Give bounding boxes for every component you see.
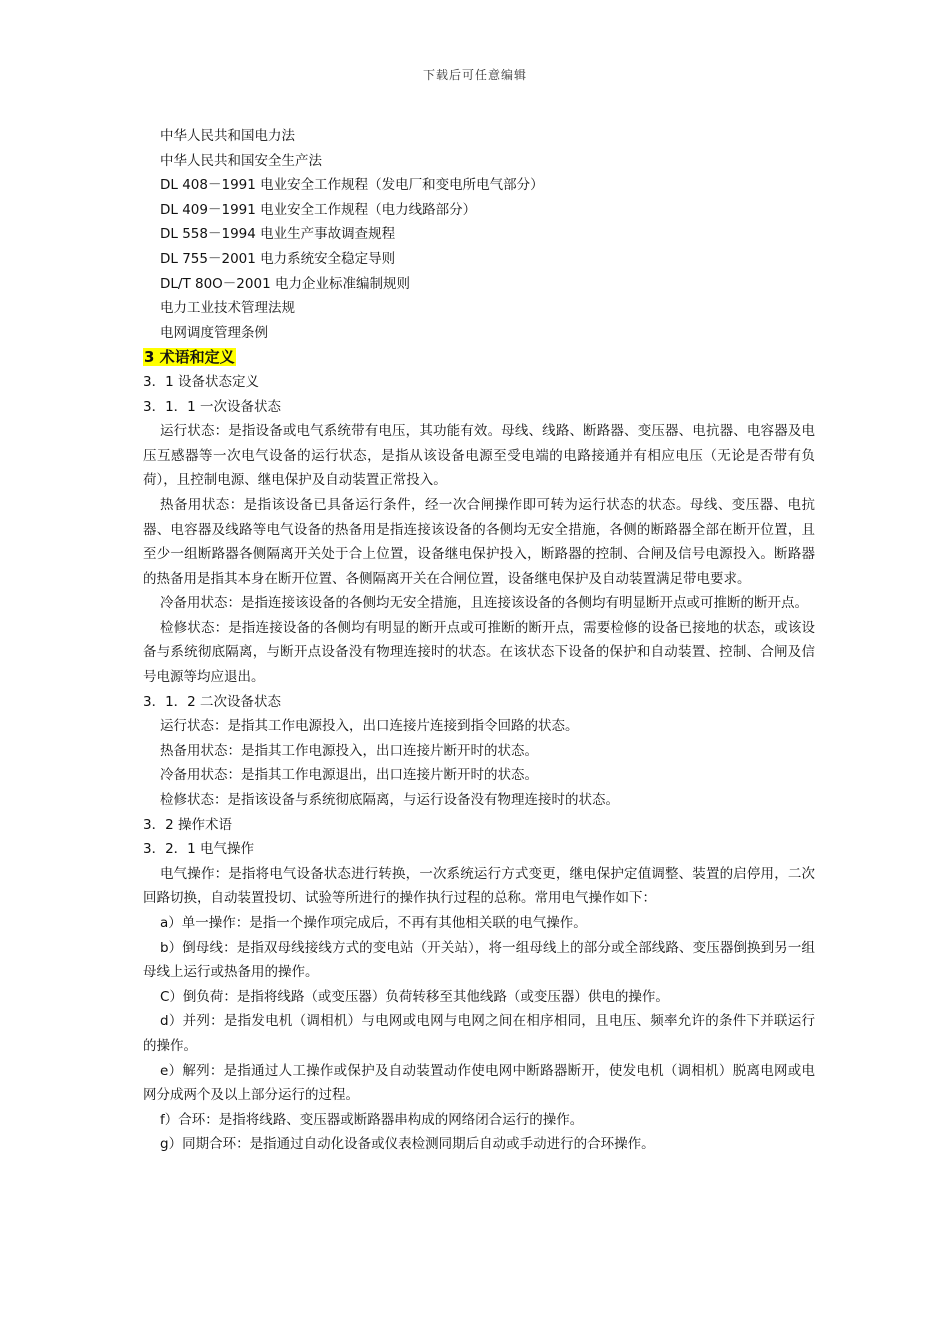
page-header: 下载后可任意编辑	[422, 68, 527, 82]
reference-item: 电力工业技术管理法规	[160, 300, 295, 317]
reference-item: DL 409－1991 电业安全工作规程（电力线路部分）	[160, 201, 477, 218]
paragraph-secondary-hot-standby: 热备用状态：是指其工作电源投入，出口连接片断开时的状态。	[160, 742, 538, 759]
paragraph-electrical-operation: 电气操作：是指将电气设备状态进行转换，一次系统运行方式变更，继电保护定值调整、装置的启停用，二次回路切换，自动装置投切、试验等所进行的操作执行过程的总称。常用电气操作如下：	[143, 865, 815, 907]
paragraph-primary-hot-standby: 热备用状态：是指该设备已具备运行条件，经一次合闸操作即可转为运行状态的状态。母线、变压器、电抗器、电容器及线路等电气设备的热备用是指连接该设备的各侧均无安全措施，各侧的断路器全部在断开位置，且至少一组断路器各侧隔离开关处于合上位置，设备继电保护投入，断路器的控制、合闸及信号电源投入。断路器的热备用是指其本身在断开位置、各侧隔离开关在合闸位置，设备继电保护及自动装置满足带电要求。	[143, 496, 815, 587]
list-item-f: f）合环：是指将线路、变压器或断路器串构成的网络闭合运行的操作。	[160, 1111, 584, 1128]
section-heading-highlight: 3 术语和定义	[144, 348, 235, 367]
reference-item: DL 558－1994 电业生产事故调查规程	[160, 226, 396, 243]
subsubsection-heading: 3．1．1 一次设备状态	[143, 398, 282, 415]
subsection-heading: 3．2 操作术语	[143, 816, 232, 833]
reference-item: DL/T 80O－2001 电力企业标准编制规则	[160, 275, 410, 292]
document-body	[143, 124, 815, 1157]
list-item-a: a）单一操作：是指一个操作项完成后，不再有其他相关联的电气操作。	[160, 915, 587, 931]
subsubsection-heading: 3．2．1 电气操作	[143, 841, 255, 858]
list-item-g: g）同期合环：是指通过自动化设备或仪表检测同期后自动或手动进行的合环操作。	[160, 1136, 655, 1153]
list-item-e: e）解列：是指通过人工操作或保护及自动装置动作使电网中断路器断开，使发电机（调相机）脱离电网或电网分成两个及以上部分运行的过程。	[143, 1062, 815, 1104]
reference-item: DL 408－1991 电业安全工作规程（发电厂和变电所电气部分）	[160, 177, 544, 194]
reference-list	[143, 124, 815, 345]
reference-item: 中华人民共和国安全生产法	[160, 152, 322, 169]
reference-item: 电网调度管理条例	[160, 324, 268, 341]
list-item-c: C）倒负荷：是指将线路（或变压器）负荷转移至其他线路（或变压器）供电的操作。	[160, 988, 669, 1005]
reference-item: 中华人民共和国电力法	[160, 128, 295, 144]
subsection-heading: 3．1 设备状态定义	[143, 373, 259, 390]
subsubsection-heading: 3．1．2 二次设备状态	[143, 693, 282, 710]
reference-item: DL 755－2001 电力系统安全稳定导则	[160, 250, 396, 267]
list-item-b: b）倒母线：是指双母线接线方式的变电站（开关站），将一组母线上的部分或全部线路、变压器倒换到另一组母线上运行或热备用的操作。	[143, 939, 815, 981]
paragraph-primary-running: 运行状态：是指设备或电气系统带有电压，其功能有效。母线、线路、断路器、变压器、电抗器、电容器及电压互感器等一次电气设备的运行状态，是指从该设备电源至受电端的电路接通并有相应电压（无论是否带有负荷），且控制电源、继电保护及自动装置正常投入。	[143, 423, 815, 489]
paragraph-secondary-cold-standby: 冷备用状态：是指其工作电源退出，出口连接片断开时的状态。	[160, 767, 538, 784]
paragraph-primary-maintenance: 检修状态：是指连接设备的各侧均有明显的断开点或可推断的断开点，需要检修的设备已接地的状态，或该设备与系统彻底隔离，与断开点设备没有物理连接时的状态。在该状态下设备的保护和自动装置、控制、合闸及信号电源等均应退出。	[143, 619, 815, 686]
paragraph-primary-cold-standby: 冷备用状态：是指连接该设备的各侧均无安全措施，且连接该设备的各侧均有明显断开点或可推断的断开点。	[160, 595, 808, 612]
section-heading	[143, 345, 815, 370]
paragraph-secondary-running: 运行状态：是指其工作电源投入，出口连接片连接到指令回路的状态。	[160, 718, 579, 735]
paragraph-secondary-maintenance: 检修状态：是指该设备与系统彻底隔离，与运行设备没有物理连接时的状态。	[160, 792, 619, 809]
list-item-d: d）并列：是指发电机（调相机）与电网或电网与电网之间在相序相同，且电压、频率允许的条件下并联运行的操作。	[143, 1013, 815, 1054]
